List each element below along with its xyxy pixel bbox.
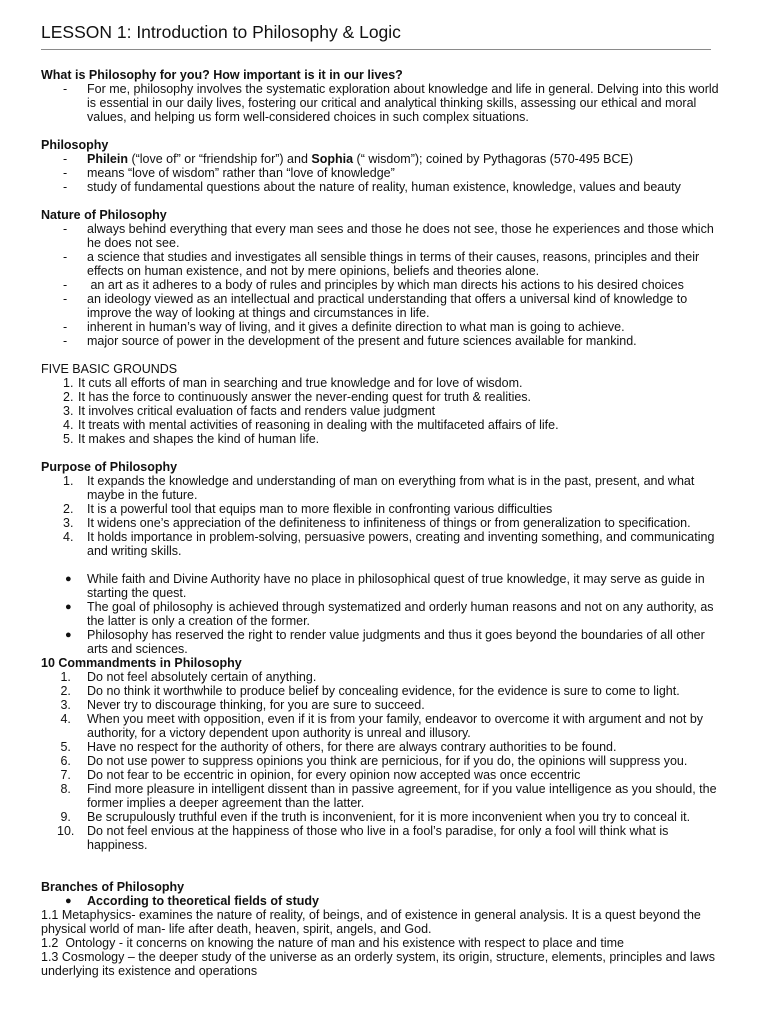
list-item	[41, 824, 721, 852]
intro-answer-item	[41, 82, 721, 124]
list-item-text: When you meet with opposition, even if it is from your family, endeavor to overcome it with argument and not by authority, for a victory dependent upon authority is unreal and illusory.	[87, 712, 704, 740]
list-item	[41, 600, 721, 628]
list-item-text: Do not use power to suppress opinions you think are pernicious, for if you do, the opinions will suppress you.	[87, 754, 688, 768]
document-body	[41, 68, 721, 978]
dash-marker: -	[63, 278, 68, 292]
number-marker: 3.	[63, 404, 74, 418]
bullet-marker: ●	[65, 573, 72, 585]
dash-marker: -	[63, 250, 68, 264]
bullet-marker: ●	[65, 601, 72, 613]
list-item-text: Never try to discourage thinking, for you are sure to succeed.	[87, 698, 425, 712]
list-item	[41, 572, 721, 600]
number-marker: 4.	[63, 418, 74, 432]
list-item	[41, 334, 721, 348]
list-item	[41, 670, 721, 684]
branch-ontology: 1.2 Ontology - it concerns on knowing the nature of man and his existence with respect to place and time	[41, 936, 624, 950]
list-item	[41, 432, 721, 446]
list-item	[41, 530, 721, 558]
dash-marker: -	[63, 166, 68, 180]
term-sophia: Sophia	[311, 152, 354, 166]
list-item	[41, 628, 721, 656]
list-item	[41, 782, 721, 810]
number-marker: 2.	[63, 390, 74, 404]
list-item	[41, 894, 721, 908]
list-item	[41, 712, 721, 740]
list-item-text: It is a powerful tool that equips man to more flexible in confronting various difficulties	[87, 502, 553, 516]
list-item-text: inherent in human’s way of living, and it gives a definite direction to what man is going to achieve.	[87, 320, 625, 334]
list-item-text: The goal of philosophy is achieved through systematized and orderly human reasons and not on any authority, as the latter is only a creation of the former.	[87, 600, 714, 628]
dash-marker: -	[63, 180, 68, 194]
etymology-text-1: (“love of” or “friendship for”) and	[127, 152, 312, 166]
list-item-text: Do not feel absolutely certain of anything.	[87, 670, 317, 684]
list-item-text: Do not feel envious at the happiness of those who live in a fool’s paradise, for only a fool will think what is happiness.	[87, 824, 669, 852]
number-marker: 4.	[63, 530, 74, 544]
branch-cosmology: 1.3 Cosmology – the deeper study of the universe as an orderly system, its origin, structure, elements, principles and laws underlying its existence and operations	[41, 950, 715, 978]
section-philosophy-heading: Philosophy	[41, 138, 109, 152]
section-nature-heading: Nature of Philosophy	[41, 208, 167, 222]
section-commandments-heading: 10 Commandments in Philosophy	[41, 656, 242, 670]
list-item	[41, 404, 721, 418]
branches-subheading: According to theoretical fields of study	[87, 894, 319, 908]
list-item-text: Philosophy has reserved the right to render value judgments and thus it goes beyond the boundaries of all other arts and sciences.	[87, 628, 705, 656]
number-marker: 10.	[57, 824, 75, 838]
intro-question: What is Philosophy for you? How important is it in our lives?	[41, 68, 403, 82]
list-item-text: It makes and shapes the kind of human life.	[78, 432, 320, 446]
list-item	[41, 516, 721, 530]
number-marker: 1.	[63, 376, 74, 390]
list-item	[41, 320, 721, 334]
branch-metaphysics: 1.1 Metaphysics- examines the nature of reality, of beings, and of existence in general analysis. It is a quest beyond the physical world of man- life after death, heaven, spirit, angels, and God.	[41, 908, 701, 936]
list-item	[41, 418, 721, 432]
bullet-marker: ●	[65, 895, 72, 907]
list-item-text: It cuts all efforts of man in searching and true knowledge and for love of wisdom.	[78, 376, 523, 390]
list-item-text: While faith and Divine Authority have no place in philosophical quest of true knowledge, it may serve as guide in starting the quest.	[87, 572, 705, 600]
number-marker: 4.	[57, 712, 71, 726]
philosophy-item-etymology	[41, 152, 721, 166]
number-marker: 1.	[57, 670, 71, 684]
list-item-text: Do no think it worthwhile to produce belief by concealing evidence, for the evidence is sure to come to light.	[87, 684, 680, 698]
dash-marker: -	[63, 152, 68, 166]
spacer	[41, 558, 721, 572]
list-item-text: It treats with mental activities of reasoning in dealing with the multifaceted affairs of life.	[78, 418, 559, 432]
dash-marker: -	[63, 320, 68, 334]
list-item-text: an ideology viewed as an intellectual and practical understanding that offers a universal kind of knowledge to improve the way of looking at things and circumstances in life.	[87, 292, 688, 320]
list-item-text: Be scrupulously truthful even if the truth is inconvenient, for it is more inconvenient when you try to conceal it.	[87, 810, 691, 824]
list-item-text: an art as it adheres to a body of rules and principles by which man directs his actions to his desired choices	[87, 278, 684, 292]
list-item	[41, 250, 721, 278]
etymology-text-2: (“ wisdom”); coined by Pythagoras (570-495 BCE)	[353, 152, 634, 166]
section-purpose-heading: Purpose of Philosophy	[41, 460, 178, 474]
list-item-text: Have no respect for the authority of others, for there are always contrary authorities to be found.	[87, 740, 617, 754]
list-item	[41, 698, 721, 712]
intro-answer: For me, philosophy involves the systematic exploration about knowledge and life in general. Delving into this world is essential in our daily lives, fostering our critical and analytical thinking skills, assessing our ethical and moral values, and helping us form well-considered choices in such complex situations.	[87, 82, 719, 124]
philosophy-item-study	[41, 180, 721, 194]
title-divider	[41, 49, 711, 50]
list-item	[41, 502, 721, 516]
list-item-text: always behind everything that every man sees and those he does not see, those he experiences and those which he does not see.	[87, 222, 714, 250]
list-item-text: It involves critical evaluation of facts and renders value judgment	[78, 404, 436, 418]
page-title: LESSON 1: Introduction to Philosophy & Logic	[41, 22, 401, 42]
list-item-text: study of fundamental questions about the nature of reality, human existence, knowledge, values and beauty	[87, 180, 681, 194]
list-item	[41, 474, 721, 502]
number-marker: 8.	[57, 782, 71, 796]
list-item-text: It has the force to continuously answer the never-ending quest for truth & realities.	[78, 390, 532, 404]
list-item	[41, 292, 721, 320]
list-item	[41, 222, 721, 250]
number-marker: 7.	[57, 768, 71, 782]
list-item	[41, 390, 721, 404]
list-item	[41, 684, 721, 698]
dash-marker: -	[63, 292, 68, 306]
list-item-text: means “love of wisdom” rather than “love of knowledge”	[87, 166, 395, 180]
number-marker: 6.	[57, 754, 71, 768]
spacer	[41, 866, 721, 880]
spacer	[41, 852, 721, 866]
dash-marker: -	[63, 82, 68, 96]
list-item	[41, 754, 721, 768]
number-marker: 2.	[57, 684, 71, 698]
number-marker: 9.	[57, 810, 71, 824]
list-item-text: major source of power in the development of the present and future sciences available for mankind.	[87, 334, 637, 348]
section-grounds-heading: FIVE BASIC GROUNDS	[41, 362, 178, 376]
philosophy-item-meaning	[41, 166, 721, 180]
dash-marker: -	[63, 334, 68, 348]
list-item-text: It holds importance in problem-solving, persuasive powers, creating and inventing something, and communicating and writing skills.	[87, 530, 715, 558]
list-item	[41, 740, 721, 754]
list-item-text: a science that studies and investigates all sensible things in terms of their causes, reasons, principles and their effects on human existence, and not by mere opinions, beliefs and theories alone.	[87, 250, 700, 278]
list-item-text: Do not fear to be eccentric in opinion, for every opinion now accepted was once eccentric	[87, 768, 581, 782]
list-item-text: It widens one’s appreciation of the definiteness to infiniteness of things or from generalization to specification.	[87, 516, 691, 530]
number-marker: 1.	[63, 474, 74, 488]
list-item-text: It expands the knowledge and understanding of man on everything from what is in the past, present, and what maybe in the future.	[87, 474, 695, 502]
term-philein: Philein	[87, 152, 128, 166]
list-item-text: Find more pleasure in intelligent dissent than in passive agreement, for if you value intelligence as you should, the former implies a deeper agreement than the latter.	[87, 782, 717, 810]
number-marker: 3.	[57, 698, 71, 712]
list-item	[41, 278, 721, 292]
number-marker: 3.	[63, 516, 74, 530]
list-item	[41, 768, 721, 782]
dash-marker: -	[63, 222, 68, 236]
number-marker: 5.	[57, 740, 71, 754]
number-marker: 5.	[63, 432, 74, 446]
number-marker: 2.	[63, 502, 74, 516]
section-branches-heading: Branches of Philosophy	[41, 880, 185, 894]
list-item	[41, 810, 721, 824]
list-item	[41, 376, 721, 390]
bullet-marker: ●	[65, 629, 72, 641]
